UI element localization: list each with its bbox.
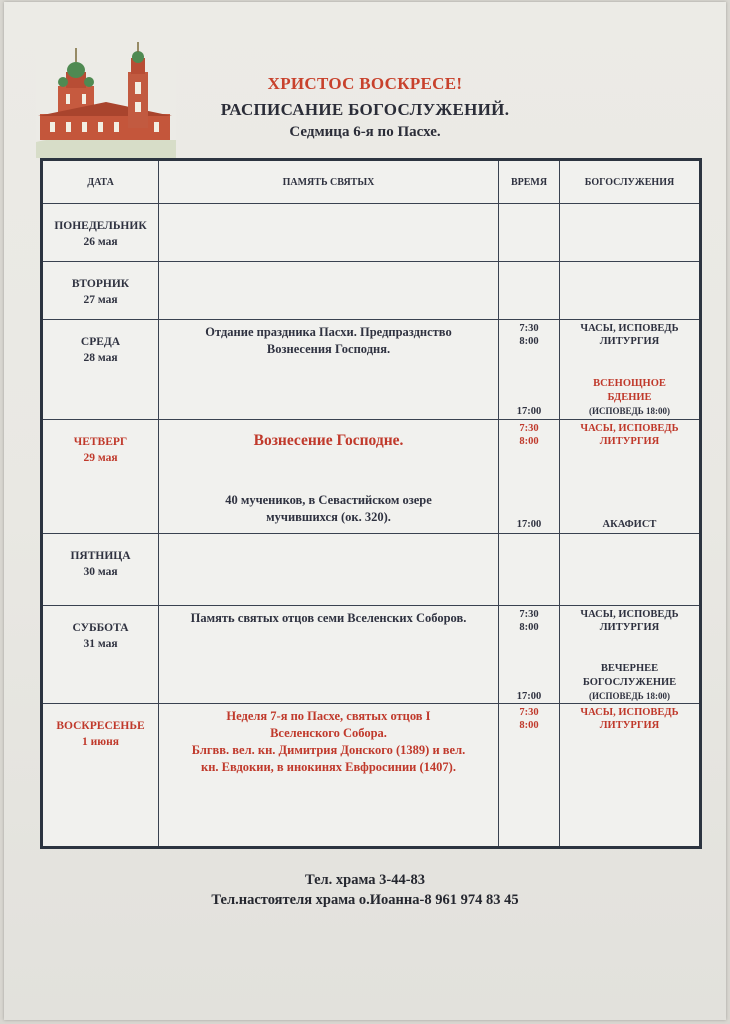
memory-cell <box>159 534 499 606</box>
service-line: БДЕНИЕ <box>607 392 652 403</box>
rector-phone: Тел.настоятеля храма о.Иоанна-8 961 974 83 45 <box>211 892 519 908</box>
service-line: БОГОСЛУЖЕНИЕ <box>582 677 677 688</box>
memory-text <box>159 492 498 526</box>
day-date: 27 мая <box>83 294 118 306</box>
church-phone: Тел. храма 3-44-83 <box>304 872 426 888</box>
service-line: ВЕЧЕРНЕЕ <box>600 663 659 674</box>
column-header-services: БОГОСЛУЖЕНИЯ <box>560 160 701 204</box>
header-greeting: ХРИСТОС ВОСКРЕСЕ! <box>267 74 463 93</box>
service-line: ЧАСЫ, ИСПОВЕДЬ <box>580 323 679 334</box>
date-cell <box>42 204 159 262</box>
time-value: 8:00 <box>519 622 539 633</box>
memory-cell <box>159 420 499 534</box>
day-date: 26 мая <box>83 236 118 248</box>
time-cell <box>499 262 560 320</box>
day-name: ПОНЕДЕЛЬНИК <box>54 220 147 232</box>
services-cell <box>560 534 701 606</box>
services-cell <box>560 262 701 320</box>
memory-line: Отдание праздника Пасхи. Предпразднство <box>205 325 452 339</box>
table-row <box>42 204 701 262</box>
memory-line: 40 мучеников, в Севастийском озере <box>225 493 432 507</box>
service-line: ВСЕНОЩНОЕ <box>593 378 666 389</box>
day-date: 28 мая <box>83 352 118 364</box>
services-cell <box>560 420 701 534</box>
table-row <box>42 262 701 320</box>
memory-line: мучившихся (ок. 320). <box>266 510 391 524</box>
time-value: 7:30 <box>519 707 539 718</box>
table-row <box>42 704 701 848</box>
day-date: 31 мая <box>83 638 118 650</box>
memory-line: Вселенского Собора. <box>270 726 387 740</box>
date-cell <box>42 704 159 848</box>
day-name: ПЯТНИЦА <box>70 550 131 562</box>
memory-line: кн. Евдокии, в инокинях Евфросинии (1407). <box>201 760 456 774</box>
confession-note: (ИСПОВЕДЬ 18:00) <box>589 691 670 701</box>
day-name: ВОСКРЕСЕНЬЕ <box>56 720 145 732</box>
service-line: ЧАСЫ, ИСПОВЕДЬ <box>580 707 679 718</box>
service-line: ЧАСЫ, ИСПОВЕДЬ <box>580 423 679 434</box>
time-value: 7:30 <box>519 609 539 620</box>
memory-cell <box>159 320 499 420</box>
confession-note: (ИСПОВЕДЬ 18:00) <box>589 406 670 416</box>
feast-title: Вознесение Господне. <box>253 432 404 449</box>
day-name: ЧЕТВЕРГ <box>73 436 128 448</box>
day-date: 29 мая <box>83 452 118 464</box>
day-name: СРЕДА <box>80 336 121 348</box>
time-cell <box>499 704 560 848</box>
day-date: 30 мая <box>83 566 118 578</box>
service-line: ЛИТУРГИЯ <box>599 436 660 447</box>
time-value: 17:00 <box>516 406 542 417</box>
day-date: 1 июня <box>82 736 119 748</box>
services-cell <box>560 704 701 848</box>
time-value: 8:00 <box>519 336 539 347</box>
date-cell <box>42 320 159 420</box>
time-cell <box>499 420 560 534</box>
services-cell <box>560 606 701 704</box>
service-line: ЛИТУРГИЯ <box>599 720 660 731</box>
memory-cell <box>159 704 499 848</box>
church-illustration <box>36 42 176 158</box>
time-cell <box>499 606 560 704</box>
memory-line: Память святых отцов семи Вселенских Соборов. <box>190 611 467 625</box>
time-value: 17:00 <box>516 519 542 530</box>
memory-cell <box>159 262 499 320</box>
schedule-table <box>40 158 702 849</box>
date-cell <box>42 534 159 606</box>
day-name: ВТОРНИК <box>71 278 130 290</box>
memory-line: Блгвв. вел. кн. Димитрия Донского (1389) и вел. <box>191 743 466 757</box>
table-row <box>42 420 701 534</box>
memory-line: Вознесения Господня. <box>266 342 391 356</box>
date-cell <box>42 420 159 534</box>
column-header-date: ДАТА <box>42 160 159 204</box>
memory-cell <box>159 204 499 262</box>
time-value: 7:30 <box>519 323 539 334</box>
services-cell <box>560 204 701 262</box>
date-cell <box>42 262 159 320</box>
table-row <box>42 320 701 420</box>
table-row <box>42 534 701 606</box>
time-value: 7:30 <box>519 423 539 434</box>
time-value: 8:00 <box>519 720 539 731</box>
memory-cell <box>159 606 499 704</box>
services-cell <box>560 320 701 420</box>
table-row <box>42 606 701 704</box>
time-value: 8:00 <box>519 436 539 447</box>
date-cell <box>42 606 159 704</box>
header-title: РАСПИСАНИЕ БОГОСЛУЖЕНИЙ. <box>220 100 510 119</box>
column-header-memory: ПАМЯТЬ СВЯТЫХ <box>159 160 499 204</box>
column-header-time: ВРЕМЯ <box>499 160 560 204</box>
time-cell <box>499 320 560 420</box>
service-line: ЛИТУРГИЯ <box>599 336 660 347</box>
service-line: АКАФИСТ <box>602 519 657 530</box>
memory-line: Неделя 7-я по Пасхе, святых отцов I <box>226 709 431 723</box>
header-subtitle: Седмица 6-я по Пасхе. <box>289 124 441 140</box>
time-value: 17:00 <box>516 691 542 702</box>
table-header-row <box>42 160 701 204</box>
time-cell <box>499 204 560 262</box>
time-cell <box>499 534 560 606</box>
service-line: ЧАСЫ, ИСПОВЕДЬ <box>580 609 679 620</box>
service-line: ЛИТУРГИЯ <box>599 622 660 633</box>
day-name: СУББОТА <box>72 622 129 634</box>
